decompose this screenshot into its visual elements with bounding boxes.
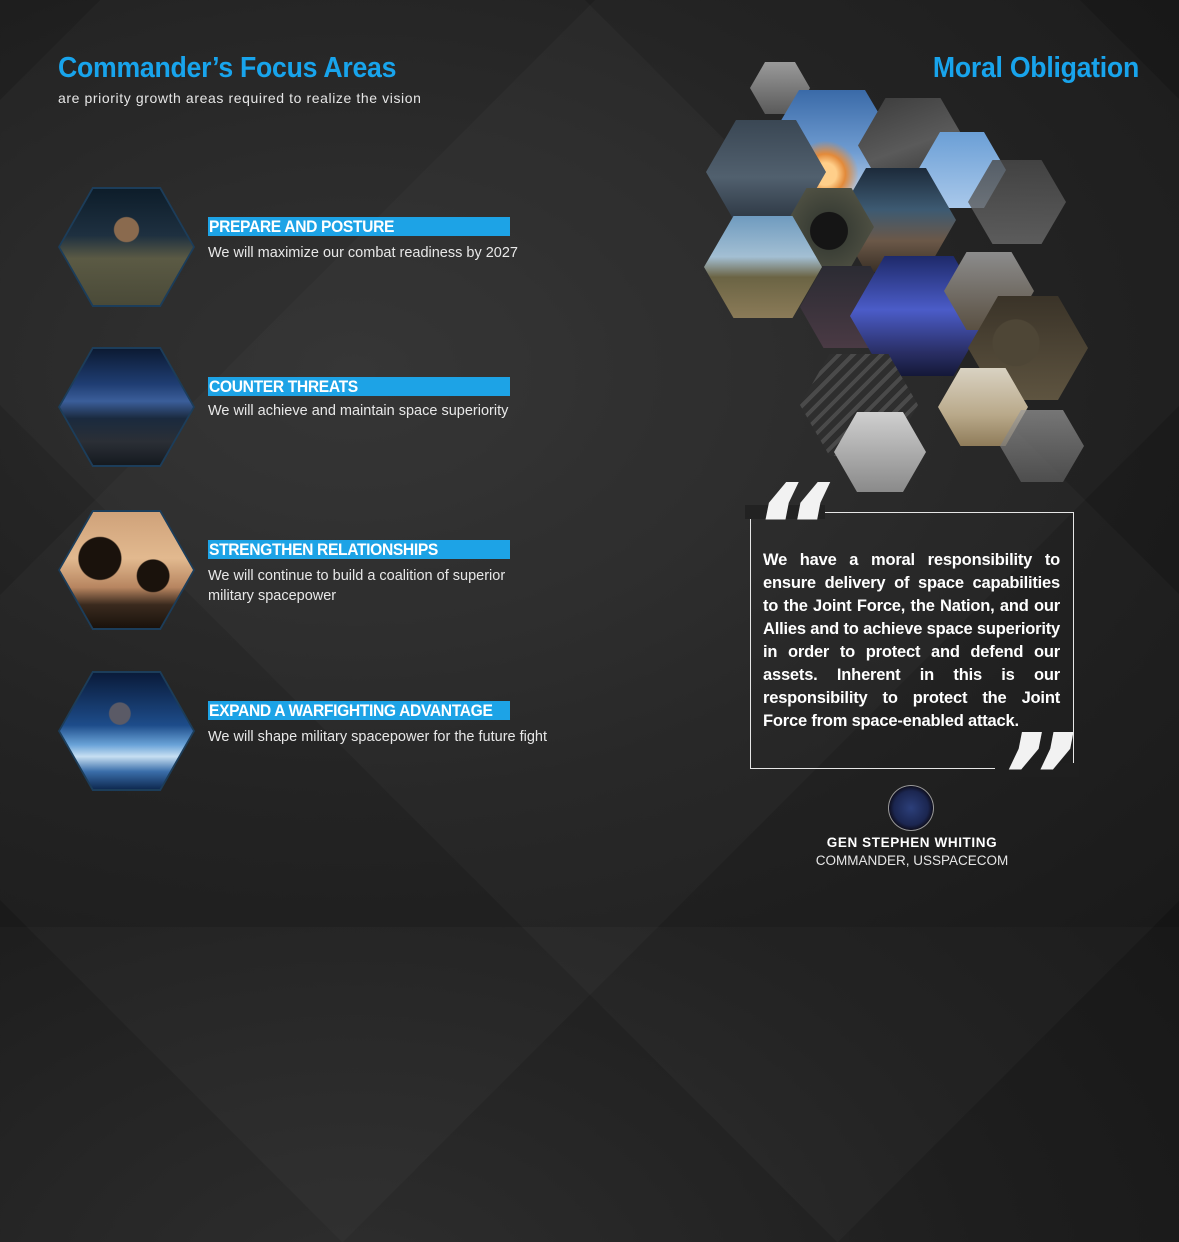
- signatory-title: COMMANDER, USSPACECOM: [815, 853, 1009, 868]
- focus-areas-subtitle: are priority growth areas required to realize the vision: [58, 90, 422, 106]
- moral-obligation-title: Moral Obligation: [932, 52, 1139, 84]
- focus-area-prepare-and-posture: [58, 187, 558, 311]
- commander-quote: We have a moral responsibility to ensure delivery of space capabilities to the Joint Force, the Nation, and our Allies and to achieve space superiority in order to protect and defend our assets. Inherent in this is our responsibility to protect the Joint Force from space-enabled attack.: [763, 551, 1060, 730]
- silhouette-photo: [60, 512, 193, 628]
- hex-frame: [58, 510, 195, 630]
- focus-area-label: COUNTER THREATS: [208, 377, 510, 396]
- focus-area-description: We will achieve and maintain space superiority: [208, 403, 509, 419]
- focus-area-description: We will maximize our combat readiness by 2027: [208, 245, 519, 261]
- focus-area-expand-warfighting-advantage: [58, 671, 558, 795]
- operations-center-photo: [60, 349, 193, 465]
- focus-areas-title: Commander’s Focus Areas: [58, 52, 397, 84]
- open-quote-icon: “: [752, 460, 830, 599]
- hex-frame: [58, 671, 195, 791]
- signatory-name: GEN STEPHEN WHITING: [826, 835, 998, 850]
- usspacecom-seal-icon: [889, 786, 933, 830]
- hex-frame: [58, 187, 195, 307]
- hex-frame: [58, 347, 195, 467]
- focus-area-strengthen-relationships: [58, 510, 558, 634]
- soldier-photo: [60, 189, 193, 305]
- focus-area-description: We will shape military spacepower for the future fight: [208, 729, 548, 745]
- focus-area-counter-threats: [58, 347, 558, 471]
- focus-area-description: We will continue to build a coalition of superior military spacepower: [208, 568, 506, 604]
- photo-collage: [700, 60, 1100, 500]
- focus-area-label: PREPARE AND POSTURE: [208, 217, 510, 236]
- close-quote-icon: ”: [1000, 710, 1078, 849]
- satellite-photo: [60, 673, 193, 789]
- focus-area-label: EXPAND A WARFIGHTING ADVANTAGE: [208, 701, 510, 720]
- focus-area-label: STRENGTHEN RELATIONSHIPS: [208, 540, 510, 559]
